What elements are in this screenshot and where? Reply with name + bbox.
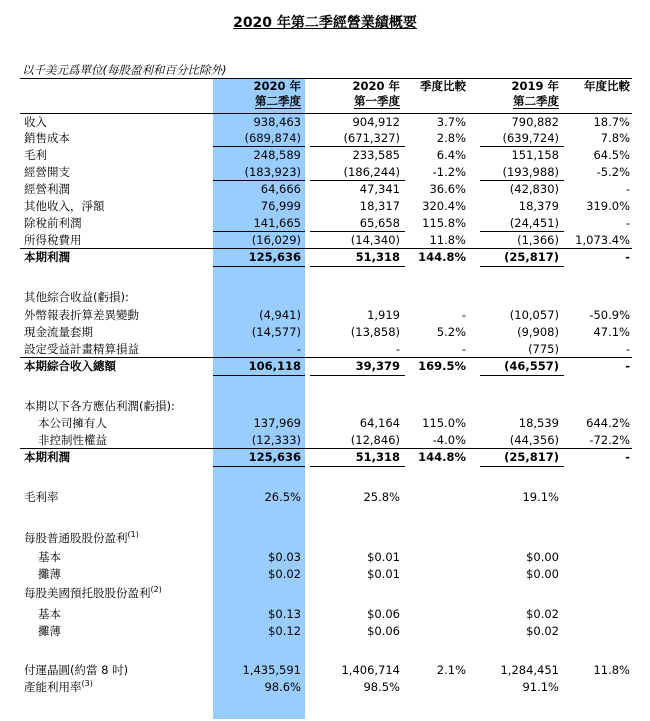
cell-value: 64,164 xyxy=(359,416,400,430)
table-rule xyxy=(20,248,632,249)
row-label: 非控制性權益 xyxy=(38,433,107,447)
table-row xyxy=(0,566,650,583)
cell-value: 644.2% xyxy=(586,416,630,430)
table-rule xyxy=(480,146,564,147)
cell-value: 36.6% xyxy=(429,182,466,196)
cell-value: -72.2% xyxy=(589,433,630,447)
cell-value: 320.4% xyxy=(422,199,466,213)
cell-value: 151,158 xyxy=(511,148,559,162)
table-rule xyxy=(310,231,405,232)
row-label: 基本 xyxy=(38,607,61,621)
cell-value: 125,636 xyxy=(248,250,301,264)
cell-value: (193,988) xyxy=(502,165,559,179)
row-label: 基本 xyxy=(38,550,61,564)
cell-value: 169.5% xyxy=(418,359,466,373)
cell-value: - xyxy=(296,342,301,356)
row-label: 攤薄 xyxy=(38,624,61,638)
row-label: 外幣報表折算差異變動 xyxy=(24,308,139,322)
cell-value: 18.7% xyxy=(593,115,630,129)
table-row xyxy=(0,415,650,432)
row-label: 本期利潤 xyxy=(24,450,70,464)
cell-value: 144.8% xyxy=(418,250,466,264)
cell-value: 65,658 xyxy=(359,216,400,230)
footnote-marker: (2) xyxy=(150,585,162,595)
cell-value: -50.9% xyxy=(589,308,630,322)
cell-value: 141,665 xyxy=(253,216,301,230)
cell-value: (25,817) xyxy=(504,450,559,464)
row-label: 毛利 xyxy=(24,148,47,162)
table-row xyxy=(0,324,650,341)
cell-value: $0.13 xyxy=(268,607,301,621)
cell-value: $0.12 xyxy=(268,624,301,638)
cell-value: 1,073.4% xyxy=(575,233,630,247)
cell-value: (10,057) xyxy=(509,308,559,322)
cell-value: - xyxy=(625,359,630,373)
cell-value: (186,244) xyxy=(343,165,400,179)
cell-value: 64,666 xyxy=(260,182,301,196)
cell-value: 51,318 xyxy=(355,250,400,264)
report-title: 2020 年第二季經營業績概要 xyxy=(233,15,417,31)
table-row xyxy=(0,215,650,232)
table-rule xyxy=(213,466,305,467)
row-label: 所得稅費用 xyxy=(24,233,82,247)
table-rule xyxy=(213,146,305,147)
cell-value: (639,724) xyxy=(502,131,559,145)
cell-value: (183,923) xyxy=(244,165,301,179)
table-row xyxy=(0,623,650,640)
row-label: 經營開支 xyxy=(24,165,70,179)
table-row xyxy=(0,147,650,164)
cell-value: - xyxy=(625,250,630,264)
cell-value: - xyxy=(461,342,466,356)
cell-value: 39,379 xyxy=(355,359,400,373)
cell-value: $0.00 xyxy=(526,567,559,581)
table-rule xyxy=(310,375,405,376)
table-row xyxy=(0,289,650,306)
cell-value: $0.02 xyxy=(526,624,559,638)
cell-value: 125,636 xyxy=(248,450,301,464)
cell-value: (44,356) xyxy=(509,433,559,447)
cell-value: (25,817) xyxy=(504,250,559,264)
table-row xyxy=(0,449,650,466)
row-label: 銷售成本 xyxy=(24,131,70,145)
table-row xyxy=(0,198,650,215)
table-rule xyxy=(310,266,405,267)
cell-value: 2.1% xyxy=(436,663,466,677)
cell-value: 18,379 xyxy=(518,199,559,213)
cell-value: 7.8% xyxy=(600,131,630,145)
table-row xyxy=(0,249,650,266)
table-row xyxy=(0,398,650,415)
table-row xyxy=(0,341,650,358)
column-header-qoq: 季度比較 xyxy=(420,79,466,93)
cell-value: 47,341 xyxy=(359,182,400,196)
cell-value: 18,539 xyxy=(518,416,559,430)
cell-value: 11.8% xyxy=(593,663,630,677)
table-row xyxy=(0,164,650,181)
cell-value: 1,406,714 xyxy=(341,663,400,677)
cell-value: 47.1% xyxy=(593,325,630,339)
cell-value: 248,589 xyxy=(253,148,301,162)
row-label: 收入 xyxy=(24,115,47,129)
row-label: 其他收入，淨額 xyxy=(24,199,105,213)
cell-value: (12,846) xyxy=(350,433,400,447)
row-label: 經營利潤 xyxy=(24,182,70,196)
table-row xyxy=(0,307,650,324)
row-label: 每股美國預托股股份盈利$^{(2)}$ xyxy=(24,585,162,600)
row-label: 本期綜合收入總額 xyxy=(24,359,116,373)
table-row xyxy=(0,530,650,547)
footnote-marker: (3) xyxy=(81,679,93,689)
cell-value: $0.06 xyxy=(367,607,400,621)
cell-value: (24,451) xyxy=(509,216,559,230)
cell-value: 5.2% xyxy=(436,325,466,339)
table-rule xyxy=(310,146,405,147)
table-row xyxy=(0,181,650,198)
cell-value: $0.06 xyxy=(367,624,400,638)
cell-value: 98.6% xyxy=(264,680,301,694)
table-row xyxy=(0,549,650,566)
cell-value: 6.4% xyxy=(436,148,466,162)
cell-value: 319.0% xyxy=(586,199,630,213)
cell-value: 98.5% xyxy=(363,680,400,694)
cell-value: 115.8% xyxy=(422,216,466,230)
table-rule xyxy=(213,180,305,181)
cell-value: (689,874) xyxy=(244,131,301,145)
table-rule xyxy=(310,466,405,467)
cell-value: 11.8% xyxy=(429,233,466,247)
cell-value: -4.0% xyxy=(432,433,466,447)
table-rule xyxy=(480,375,564,376)
row-label: 每股普通股股份盈利$^{(1)}$ xyxy=(24,530,139,545)
cell-value: $0.02 xyxy=(268,567,301,581)
row-label: 產能利用率$^{(3)}$ xyxy=(24,679,93,694)
cell-value: 3.7% xyxy=(436,115,466,129)
cell-value: (14,340) xyxy=(350,233,400,247)
table-rule xyxy=(480,231,564,232)
table-row xyxy=(0,358,650,375)
cell-value: 51,318 xyxy=(355,450,400,464)
cell-value: 91.1% xyxy=(522,680,559,694)
cell-value: - xyxy=(395,342,400,356)
cell-value: (775) xyxy=(528,342,559,356)
cell-value: 1,919 xyxy=(367,308,400,322)
cell-value: $0.01 xyxy=(367,567,400,581)
cell-value: $0.02 xyxy=(526,607,559,621)
table-row xyxy=(0,489,650,506)
table-row xyxy=(0,232,650,249)
table-row xyxy=(0,606,650,623)
row-label: 本期利潤 xyxy=(24,250,70,264)
table-rule xyxy=(310,180,405,181)
cell-value: 144.8% xyxy=(418,450,466,464)
table-row xyxy=(0,679,650,696)
cell-value: 938,463 xyxy=(253,115,301,129)
cell-value: (671,327) xyxy=(343,131,400,145)
cell-value: (4,941) xyxy=(259,308,301,322)
column-header-2019-q2: 2019 年 第二季度 xyxy=(511,79,559,108)
cell-value: 1,435,591 xyxy=(242,663,301,677)
cell-value: (46,557) xyxy=(504,359,559,373)
cell-value: $0.01 xyxy=(367,550,400,564)
cell-value: 76,999 xyxy=(260,199,301,213)
table-rule xyxy=(480,466,564,467)
table-rule xyxy=(213,231,305,232)
cell-value: 64.5% xyxy=(593,148,630,162)
column-header-yoy: 年度比較 xyxy=(584,79,630,93)
cell-value: 18,317 xyxy=(359,199,400,213)
cell-value: (12,333) xyxy=(251,433,301,447)
cell-value: 19.1% xyxy=(522,490,559,504)
column-header-2020-q2: 2020 年 第二季度 xyxy=(253,79,301,108)
cell-value: 2.8% xyxy=(436,131,466,145)
cell-value: 790,882 xyxy=(511,115,559,129)
table-rule xyxy=(480,180,564,181)
cell-value: 115.0% xyxy=(422,416,466,430)
cell-value: 106,118 xyxy=(248,359,301,373)
cell-value: 1,284,451 xyxy=(500,663,559,677)
table-rule xyxy=(20,357,632,358)
cell-value: -5.2% xyxy=(596,165,630,179)
table-row xyxy=(0,662,650,679)
cell-value: (42,830) xyxy=(509,182,559,196)
row-label: 設定受益計畫精算損益 xyxy=(24,342,139,356)
cell-value: $0.03 xyxy=(268,550,301,564)
cell-value: (13,858) xyxy=(350,325,400,339)
cell-value: 25.8% xyxy=(363,490,400,504)
row-label: 毛利率 xyxy=(24,490,59,504)
table-rule xyxy=(213,266,305,267)
table-rule xyxy=(213,375,305,376)
row-label: 其他綜合收益(虧損): xyxy=(24,290,129,304)
cell-value: 137,969 xyxy=(253,416,301,430)
row-label: 現金流量套期 xyxy=(24,325,93,339)
cell-value: 26.5% xyxy=(264,490,301,504)
row-label: 本期以下各方應佔利潤(虧損): xyxy=(24,399,175,413)
cell-value: - xyxy=(625,450,630,464)
table-row xyxy=(0,432,650,449)
cell-value: - xyxy=(625,342,630,356)
cell-value: (14,577) xyxy=(251,325,301,339)
cell-value: 904,912 xyxy=(352,115,400,129)
cell-value: -1.2% xyxy=(432,165,466,179)
cell-value: (9,908) xyxy=(517,325,559,339)
table-row xyxy=(0,130,650,147)
unit-note: 以千美元爲單位(每股盈利和百分比除外) xyxy=(22,63,227,77)
table-rule xyxy=(20,448,632,449)
table-row xyxy=(0,114,650,131)
row-label: 攤薄 xyxy=(38,567,61,581)
table-rule xyxy=(480,266,564,267)
footnote-marker: (1) xyxy=(127,530,139,540)
table-row xyxy=(0,585,650,602)
cell-value: (16,029) xyxy=(251,233,301,247)
cell-value: $0.00 xyxy=(526,550,559,564)
cell-value: - xyxy=(625,216,630,230)
cell-value: 233,585 xyxy=(352,148,400,162)
cell-value: - xyxy=(625,182,630,196)
cell-value: - xyxy=(461,308,466,322)
row-label: 除稅前利潤 xyxy=(24,216,82,230)
column-header-2020-q1: 2020 年 第一季度 xyxy=(352,79,400,108)
cell-value: (1,366) xyxy=(517,233,559,247)
row-label: 本公司擁有人 xyxy=(38,416,107,430)
row-label: 付運晶圓(約當 8 吋) xyxy=(24,663,129,677)
